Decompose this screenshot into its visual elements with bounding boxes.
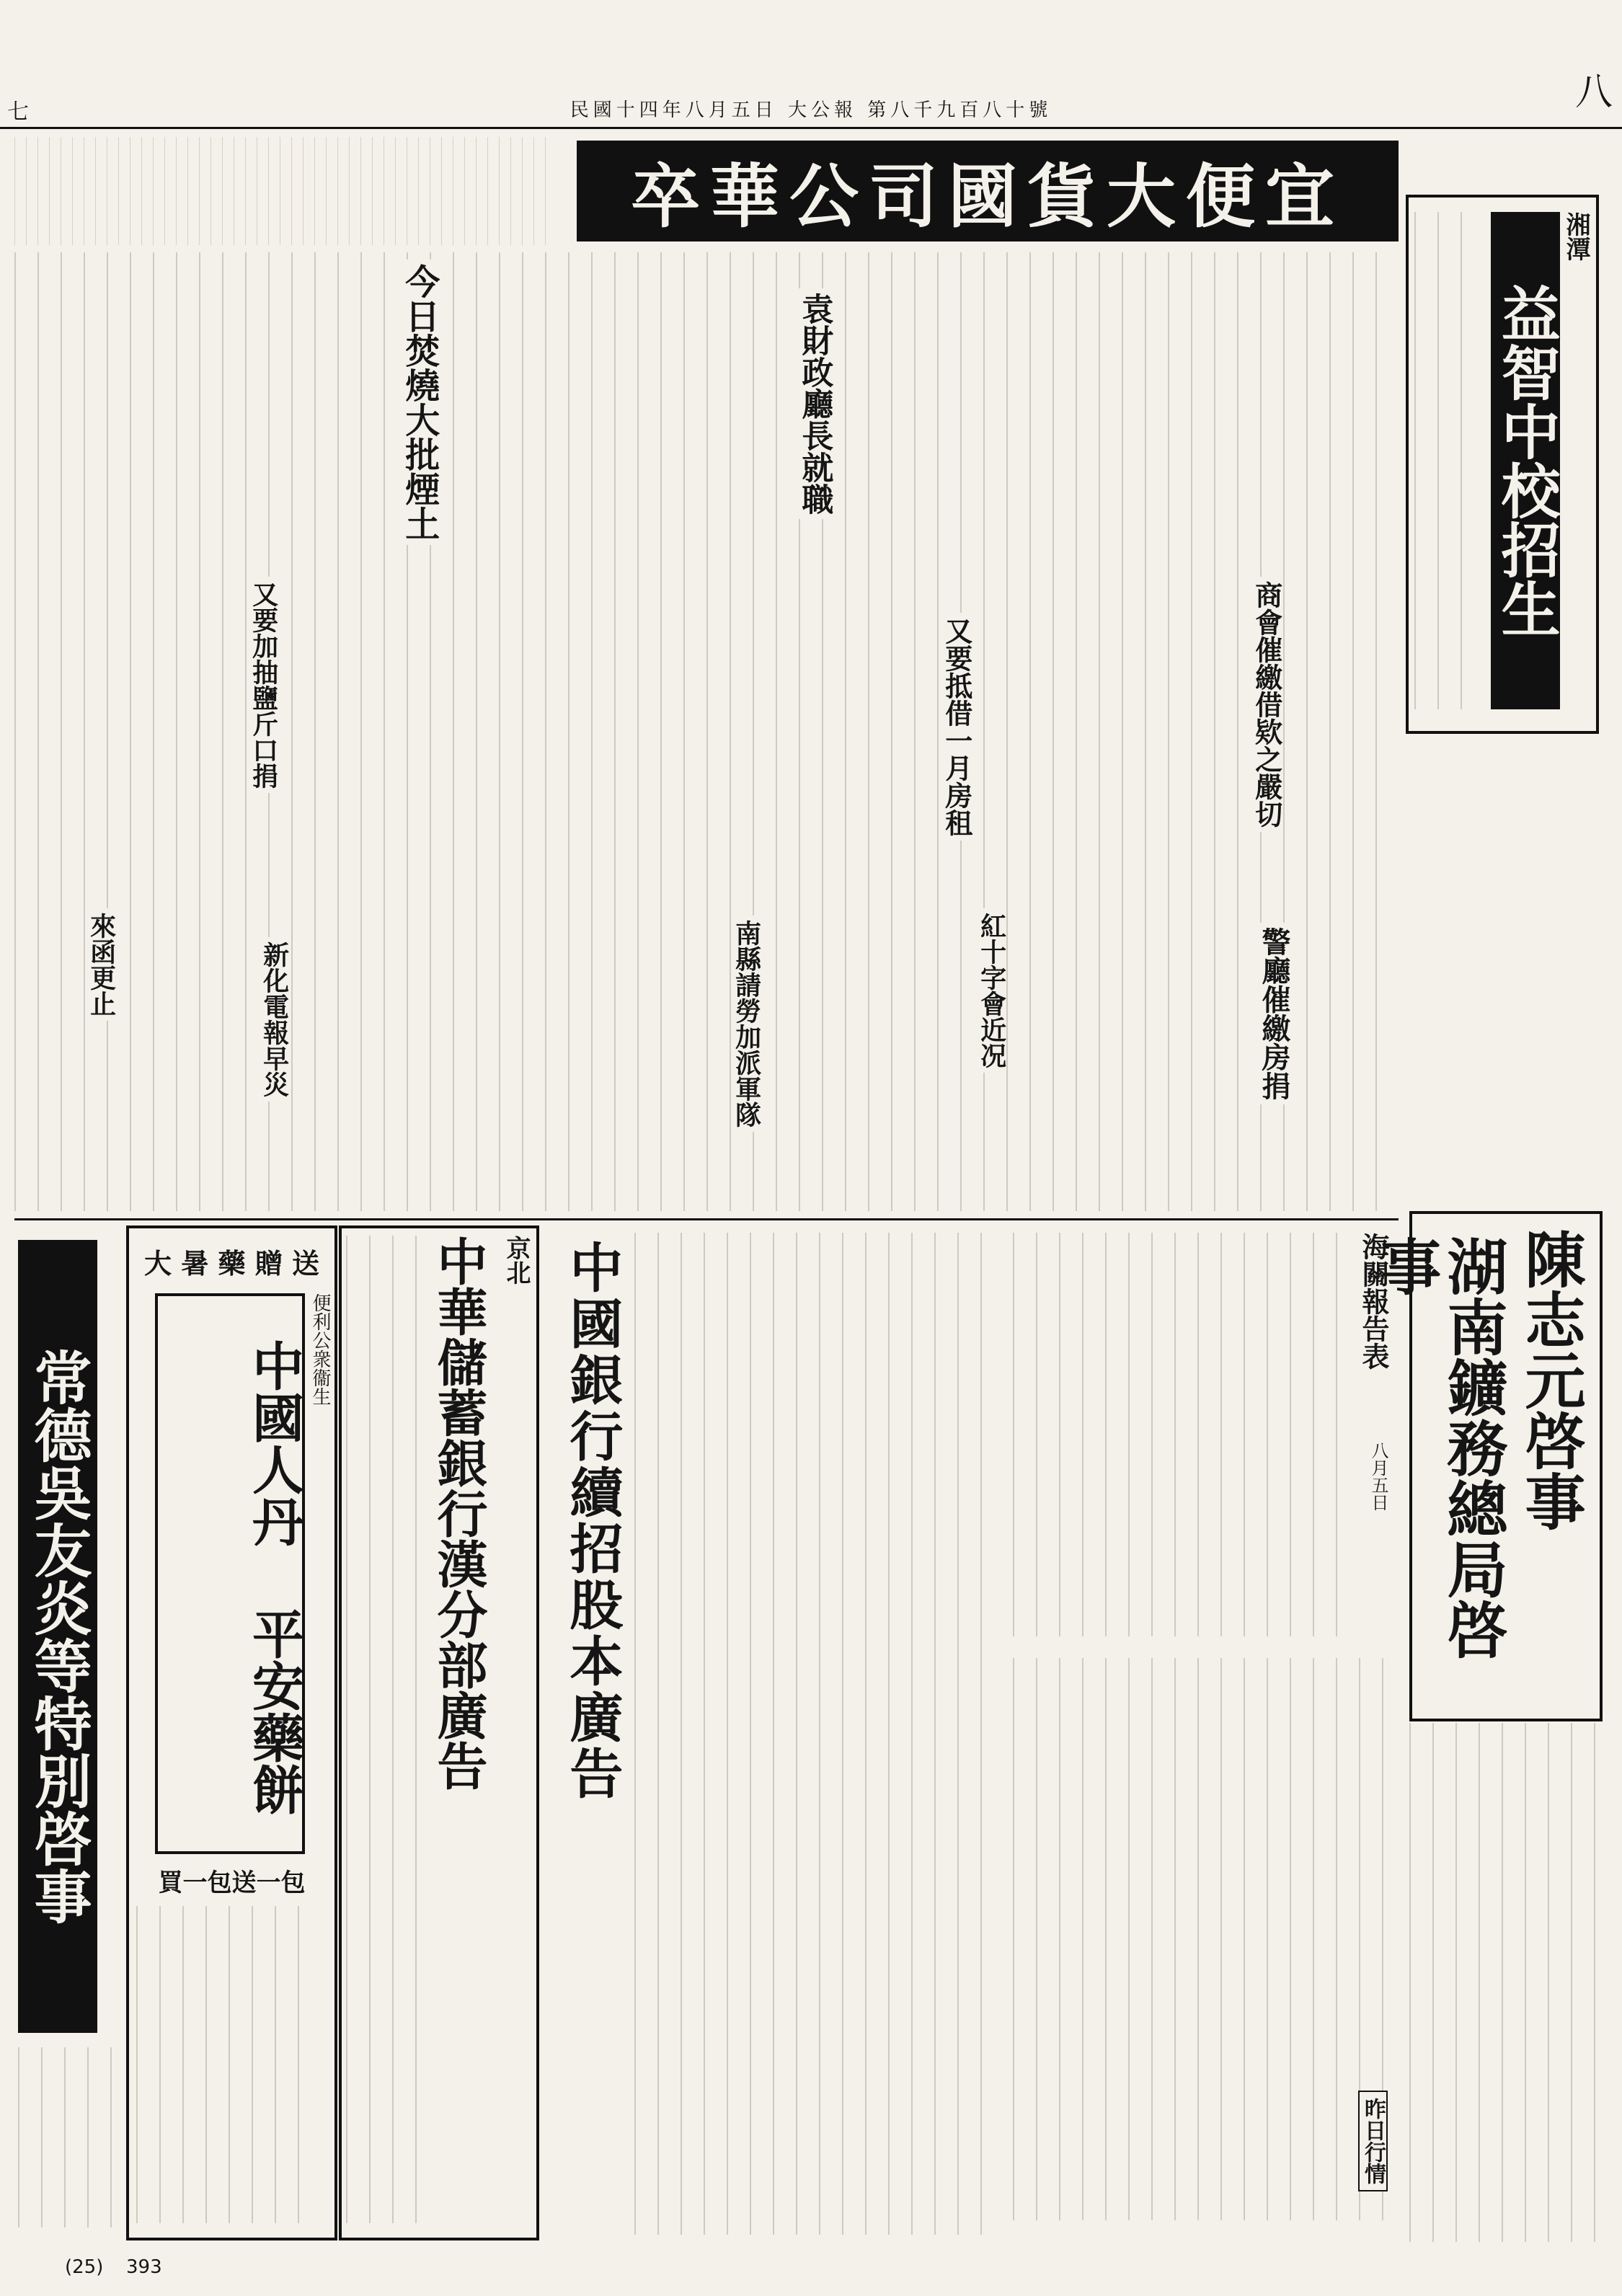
footer-left: (25) <box>65 2256 104 2278</box>
savings-title: 中華儲蓄銀行漢分部廣告 <box>429 1236 488 1791</box>
footer-right: 393 <box>126 2256 162 2278</box>
banner-ad <box>577 141 1399 241</box>
medicine-ad <box>126 1225 337 2240</box>
headline-n7: 紅十字會近况 <box>977 908 1006 1073</box>
article-grid <box>14 252 1391 1211</box>
medicine-top-line: 大 暑 藥 贈 送 <box>144 1248 319 1280</box>
page-number: 七 <box>7 99 29 125</box>
china-bank-title: 中國銀行續招股本廣告 <box>561 1240 624 1802</box>
price-title: 昨日行情 <box>1358 2091 1388 2191</box>
changde-body <box>18 2047 112 2228</box>
school-title: 益智中校招生 <box>1491 212 1560 709</box>
market-table <box>1013 1225 1402 2249</box>
market-title: 海關報告表 <box>1357 1233 1389 1370</box>
top-rule <box>0 127 1622 129</box>
medicine-body <box>136 1906 320 2223</box>
chen-title: 陳志元啓事 <box>1515 1228 1586 1531</box>
fine-print-block <box>14 137 548 245</box>
school-org: 湘潭 <box>1561 212 1590 261</box>
headline-n1: 袁財政廳長就職 <box>797 288 831 519</box>
banner-title: 卒華公司國貨大便宜 <box>631 156 1344 237</box>
changde-title: 常德吳友炎等特別啓事 <box>18 1240 97 2033</box>
medicine-offer: 買一包送一包 <box>158 1869 306 1897</box>
headline-n8: 南縣請勞加派軍隊 <box>732 916 761 1132</box>
handwritten-mark: 八 <box>1575 71 1613 114</box>
market-rows <box>1013 1233 1344 1636</box>
school-ad <box>1406 195 1599 734</box>
masthead-text: 民國十四年八月五日 大公報 第八千九百八十號 <box>570 99 1052 121</box>
headline-n3: 又要加抽鹽斤口捐 <box>249 577 278 793</box>
headline-n6: 警廳催繳房捐 <box>1258 923 1290 1104</box>
headline-n9: 新化電報早災 <box>260 937 288 1102</box>
changde-notice <box>18 1225 119 2235</box>
mining-title: 湖南鑛務總局啓事 <box>1370 1236 1508 1659</box>
headline-n4: 商會催繳借欵之嚴切 <box>1251 577 1281 832</box>
headline-n10: 來函更止 <box>87 908 115 1021</box>
savings-region: 京北 <box>502 1236 531 1285</box>
savings-bank-ad <box>339 1225 539 2240</box>
headline-n5: 又要抵借一月房租 <box>941 613 971 841</box>
mid-rule <box>14 1218 1399 1220</box>
market-date: 八月五日 <box>1368 1442 1388 1511</box>
china-bank-ad <box>548 1225 1002 2249</box>
mining-body <box>1409 1723 1597 2242</box>
medicine-note: 便利公衆衞生 <box>309 1293 331 1406</box>
headline-n2: 今日焚燒大批煙土 <box>400 260 438 545</box>
masthead-strip <box>0 94 1622 123</box>
china-bank-body <box>634 1233 995 2235</box>
medicine-product: 中國人丹 平安藥餅 <box>155 1293 305 1854</box>
school-body <box>1414 212 1473 709</box>
savings-body <box>346 1236 425 2223</box>
price-rows <box>1013 1658 1388 2220</box>
